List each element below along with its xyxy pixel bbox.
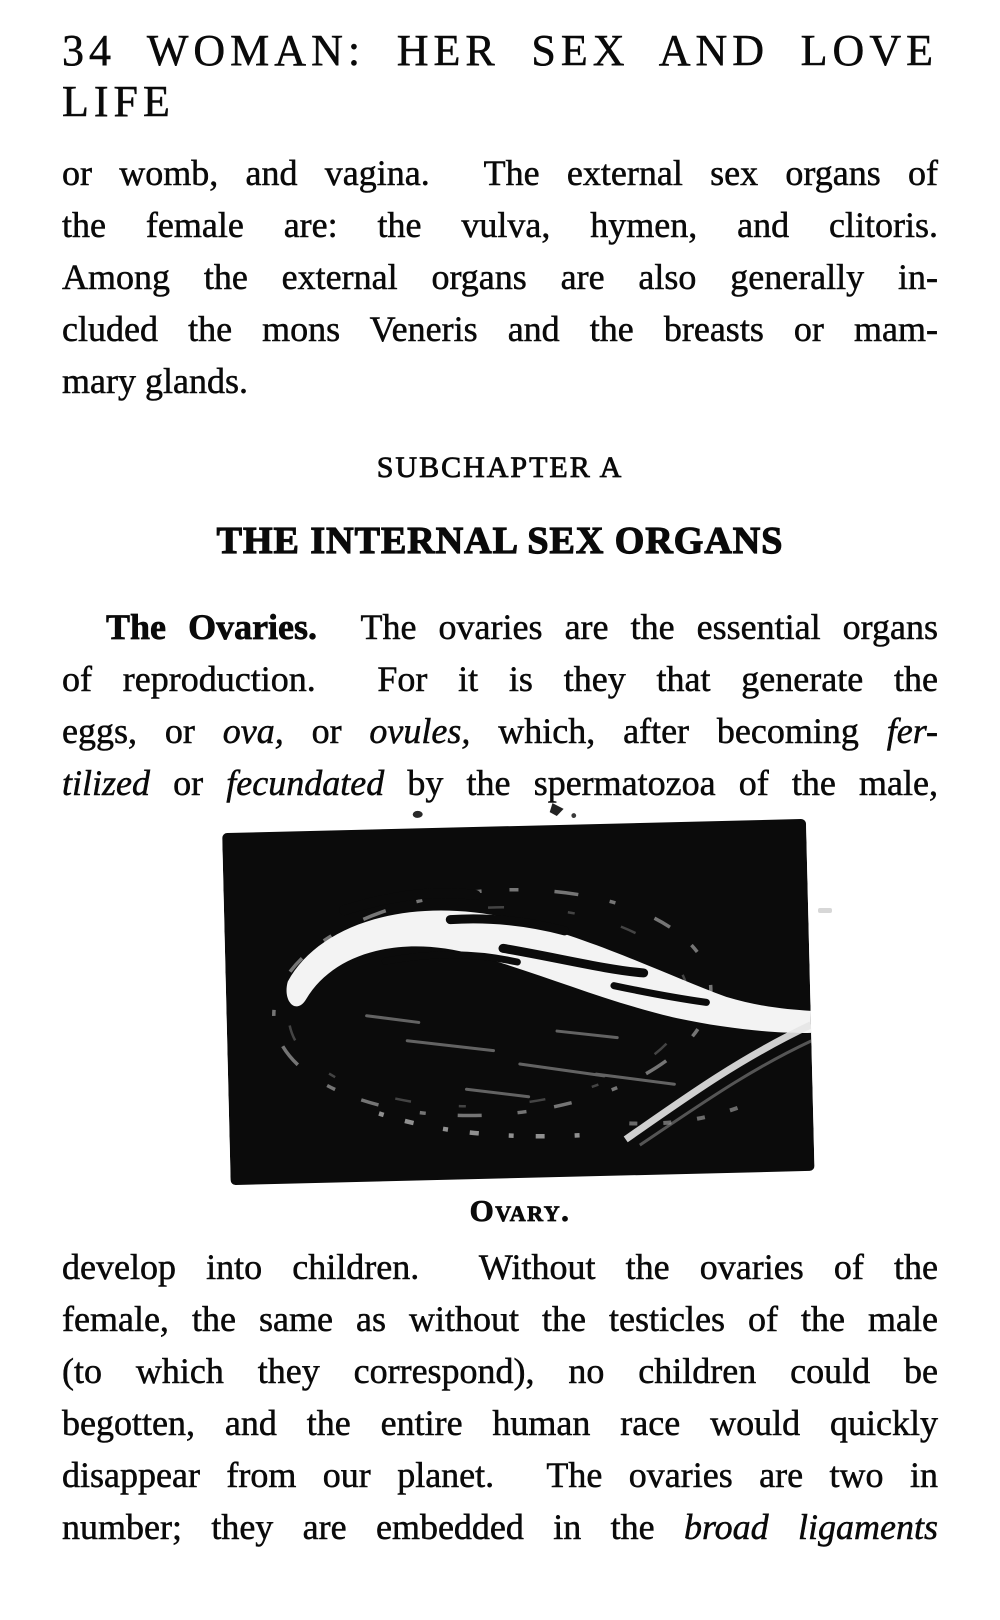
text-line: mary glands. [62,361,248,402]
ovary-figure [226,813,810,1177]
text-line: The Ovaries. The ovaries are the essential organs [106,607,938,648]
text-line: female, the same as without the testicles of the male [62,1299,938,1340]
text-line: of reproduction. For it is they that generate the [62,659,938,700]
text-line: (to which they correspond), no children could be [62,1351,938,1392]
text-line: begotten, and the entire human race would quickly [62,1403,938,1444]
ovary-illustration [221,780,815,1198]
running-head [62,26,938,127]
paragraph-ovaries [62,601,938,809]
running-title: WOMAN: HER SEX AND LOVE LIFE [62,26,938,126]
text-line: the female are: the vulva, hymen, and clitoris. [62,205,938,246]
text-line: eggs, or ova, or ovules, which, after becoming fer- [62,711,938,752]
page-number: 34 [62,26,116,75]
text-line: disappear from our planet. The ovaries are two in [62,1455,938,1496]
text-line: number; they are embedded in the broad ligaments [62,1507,938,1548]
paragraph-intro [62,147,938,407]
figure-caption: Ovary. [469,1193,571,1229]
text-line: or womb, and vagina. The external sex organs of [62,153,938,194]
text-line: develop into children. Without the ovaries of the [62,1247,938,1288]
text-line: cluded the mons Veneris and the breasts or mam- [62,309,938,350]
scan-artifact [818,908,832,913]
paragraph-develop [62,1241,938,1553]
text-line: tilized or fecundated by the spermatozoa of the male, [62,763,938,804]
subchapter-title: THE INTERNAL SEX ORGANS [216,520,784,563]
text-line: Among the external organs are also generally in- [62,257,938,298]
subchapter-kicker: SUBCHAPTER A [376,451,624,485]
